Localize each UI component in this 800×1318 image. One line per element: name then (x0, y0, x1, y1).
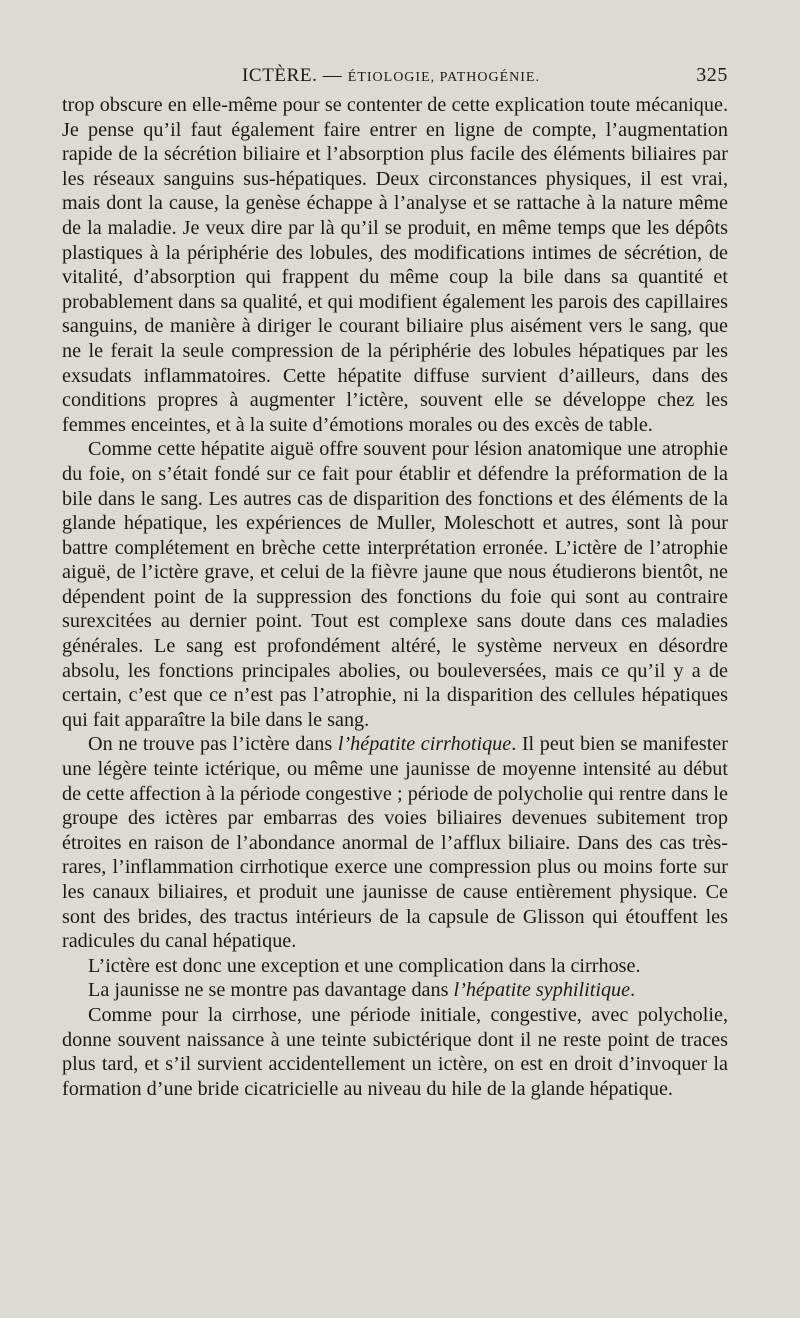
header-dash: — (317, 65, 348, 86)
paragraph-5-emphasis: l’hépatite syphilitique (453, 979, 631, 1002)
paragraph-4: L’ictère est donc une exception et une complication dans la cirrhose. (88, 954, 641, 977)
paragraph-6: Comme pour la cirrhose, une période initiale, congestive, avec polycholie, donne souvent naissance à une teinte subictérique dont il ne reste point de traces plus tard, et s’il survient accidentellement un ictère, on est en droit d’invoquer la formation d’une bride cicatricielle au niveau du hile de la glande hépatique. (62, 1003, 728, 1100)
paragraph-3-emphasis: l’hépatite cirrhotique (337, 733, 512, 756)
running-header (62, 64, 728, 87)
paragraph-3-lead: On ne trouve pas l’ictère dans (88, 733, 338, 756)
header-subtitle: ÉTIOLOGIE, PATHOGÉNIE. (347, 70, 540, 85)
paragraph-3-rest: . Il peut bien se manifester une légère teinte ictérique, ou même une jaunisse de moyenne intensité au début de cette affection à la période congestive ; période de polycholie qui rentre dans le groupe des ictères par embarras des voies biliaires devenues subitement trop étroites en raison de l’abondance anormal de l’afflux biliaire. Dans des cas très-rares, l’inflammation cirrhotique exerce une compression plus ou moins forte sur les canaux biliaires, et produit une jaunisse de cause entièrement physique. Ce sont des brides, des tractus intérieurs de la capsule de Glisson qui étouffent les radicules du canal hépatique. (62, 733, 728, 953)
paragraph-5 (62, 978, 728, 1003)
paragraph-1: trop obscure en elle-même pour se contenter de cette explication toute mécanique. Je pense qu’il faut également faire entrer en ligne de compte, l’augmentation rapide de la sécrétion biliaire et l’absorption plus facile des éléments biliaires par les réseaux sanguins sus-hépatiques. Deux circonstances physiques, il est vrai, mais dont la cause, la genèse échappe à l’analyse et se rattache à la nature même de la maladie. Je veux dire par là qu’il se produit, en même temps que les dépôts plastiques à la périphérie des lobules, des modifications intimes de sécrétion, de vitalité, d’absorption qui frappent du même coup la bile dans sa quantité et probablement dans sa qualité, et qui modifient également les parois des capillaires sanguins, de manière à diriger le courant biliaire plus aisément vers le sang, que ne le ferait la seule compression de la périphérie des lobules hépatiques par les exsudats inflammatoires. Cette hépatite diffuse survient d’ailleurs, dans des conditions propres à augmenter l’ictère, souvent elle se développe chez les femmes enceintes, et à la suite d’émotions morales ou des excès de table. (62, 94, 728, 436)
page-number: 325 (696, 64, 728, 86)
paragraph-2: Comme cette hépatite aiguë offre souvent pour lésion anatomique une atrophie du foie, on s’était fondé sur ce fait pour établir et défendre la préformation de la bile dans le sang. Les autres cas de disparition des fonctions et des éléments de la glande hépatique, les expériences de Muller, Moleschott et autres, sont là pour battre complétement en brèche cette interprétation erronée. L’ictère de l’atrophie aiguë, de l’ictère grave, et celui de la fièvre jaune que nous étudierons bientôt, ne dépendent point de la suppression des fonctions du foie qui sont au contraire surexcitées au dernier point. Tout est complexe sans doute dans ces maladies générales. Le sang est profondément altéré, le système nerveux en désordre absolu, les fonctions principales abolies, ou bouleversées, mais ce qu’il y a de certain, c’est que ce n’est pas l’atrophie, ni la disparition des cellules hépatiques qui fait apparaître la bile dans le sang. (62, 438, 728, 731)
body-text (62, 93, 728, 1101)
paragraph-5-lead: La jaunisse ne se montre pas davantage dans (88, 979, 454, 1002)
header-title-group (242, 65, 540, 87)
header-title: ICTÈRE. (242, 65, 318, 86)
paragraph-3 (62, 732, 728, 953)
paragraph-5-rest: . (630, 979, 636, 1002)
